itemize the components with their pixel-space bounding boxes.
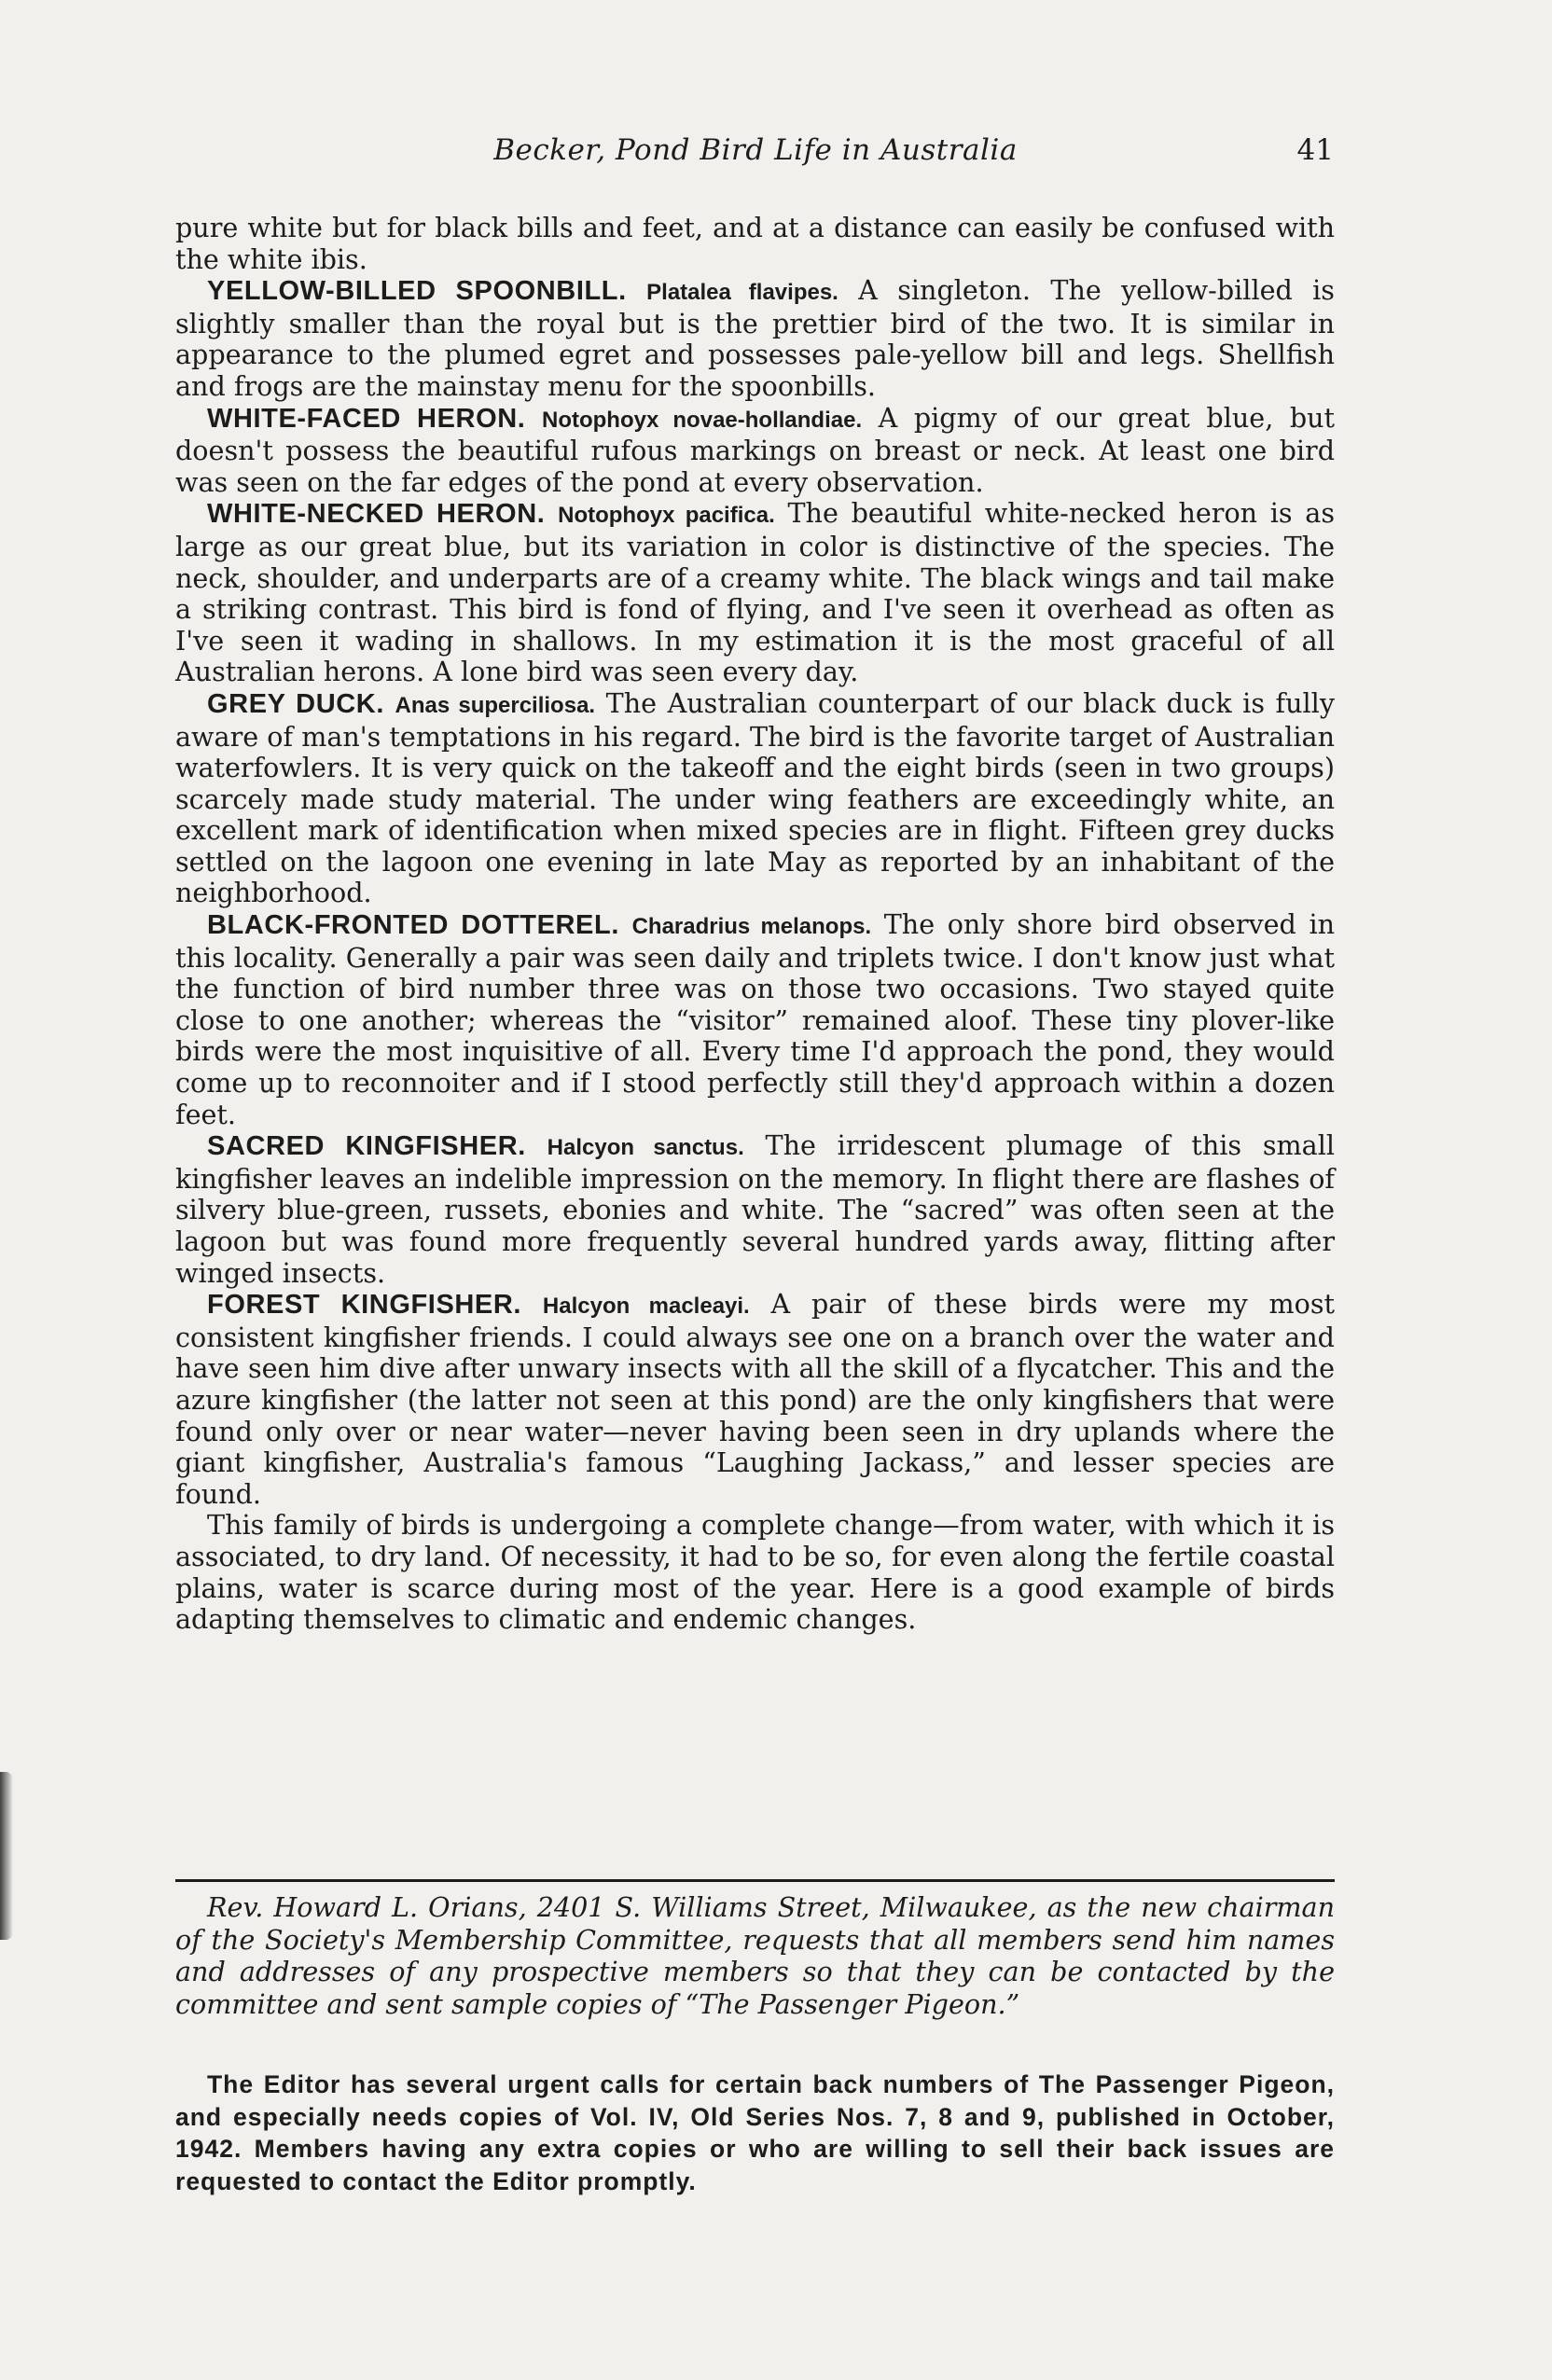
species-name: FOREST KINGFISHER.	[207, 1290, 522, 1321]
closing-paragraph	[175, 1510, 1335, 1635]
page-number: 41	[1296, 133, 1334, 167]
paragraph-text: pure white but for black bills and feet, and at a distance can easily be confused with the white ibis.	[175, 212, 1335, 275]
scientific-name: Platalea flavipes.	[646, 280, 838, 306]
species-entry-black-fronted-dotterel	[175, 909, 1335, 1130]
scientific-name: Anas superciliosa.	[395, 692, 596, 718]
species-description: A pigmy of our great blue, but doesn't possess the beautiful rufous markings on breast or neck. At least one bird was seen on the far edges of the pond at every observation.	[175, 401, 1336, 498]
species-entry-forest-kingfisher	[175, 1289, 1335, 1510]
species-name: YELLOW-BILLED SPOONBILL.	[207, 276, 627, 307]
scientific-name: Halcyon macleayi.	[542, 1294, 750, 1320]
membership-note	[175, 1891, 1335, 2020]
species-description: The Australian counterpart of our black duck is fully aware of man's temptations in his regard. The bird is the favorite target of Australian waterfowlers. It is very quick on the takeoff and the eight birds (seen in two groups) scarcely made study material. The under wing feathers are exceedingly white, an excellent mark of identification when mixed species are in flight. Fifteen grey ducks settled on the lagoon one evening in late May as reported by an inhabitant of the neighborhood.	[175, 686, 1335, 909]
species-entry-white-necked-heron	[175, 498, 1335, 688]
scientific-name: Notophoyx pacifica.	[558, 503, 775, 529]
species-description: The irridescent plumage of this small kingfisher leaves an indelible impression on the memory. In flight there are flashes of silvery blue-green, russets, ebonies and white. The “sacred” was often seen at the lagoon but was found more frequently several hundred yards away, flitting after winged insects.	[175, 1129, 1335, 1289]
membership-note-text: Rev. Howard L. Orians, 2401 S. Williams Street, Milwaukee, as the new chairman of the Society's Membership Committee, requests that all members send him names and addresses of any prospective members so that they can be contacted by the committee and sent sample copies of “The Passenger Pigeon.”	[175, 1891, 1335, 2020]
species-entry-grey-duck	[175, 688, 1335, 909]
species-description: A singleton. The yellow-billed is slightly smaller than the royal but is the prettier bird of the two. It is similar in appearance to the plumed egret and possesses pale-yellow bill and legs. Shellfish and frogs are the mainstay menu for the spoonbills.	[175, 274, 1335, 402]
species-description: A pair of these birds were my most consistent kingfisher friends. I could always see one on a branch over the water and have seen him dive after unwary insects with all the skill of a flycatcher. This and the azure kingfisher (the latter not seen at this pond) are the only kingfishers that were found only over or near water—never having been seen in dry uplands where the giant kingfisher, Australia's famous “Laughing Jackass,” and lesser species are found.	[175, 1288, 1336, 1510]
species-entry-white-faced-heron	[175, 403, 1335, 499]
species-name: BLACK-FRONTED DOTTEREL.	[207, 910, 619, 941]
species-name: GREY DUCK.	[207, 688, 384, 719]
species-name: WHITE-FACED HERON.	[207, 403, 526, 434]
article-body	[175, 213, 1335, 1636]
page-edge-shadow	[0, 1772, 13, 1940]
page-header	[177, 133, 1334, 182]
species-description: The beautiful white-necked heron is as large as our great blue, but its variation in color is distinctive of the species. The neck, shoulder, and underparts are of a creamy white. The black wings and tail make a striking contrast. This bird is fond of flying, and I've seen it overhead as often as I've seen it wading in shallows. In my estimation it is the most graceful of all Australian herons. A lone bird was seen every day.	[175, 497, 1336, 688]
paragraph-continued	[175, 213, 1335, 275]
scientific-name: Charadrius melanops.	[631, 914, 872, 940]
species-entry-sacred-kingfisher	[175, 1130, 1335, 1289]
species-name: SACRED KINGFISHER.	[207, 1131, 526, 1162]
paragraph-text: This family of birds is undergoing a complete change—from water, with which it is associated, to dry land. Of necessity, it had to be so, for even along the fertile coastal plains, water is scarce during most of the year. Here is a good example of birds adapting themselves to climatic and endemic changes.	[175, 1509, 1335, 1636]
species-entry-yellow-billed-spoonbill	[175, 275, 1335, 402]
editor-notice-text: The Editor has several urgent calls for certain back numbers of The Passenger Pigeon, and especially needs copies of Vol. IV, Old Series Nos. 7, 8 and 9, published in October, 1942. Members having any extra copies or who are willing to sell their back issues are requested to contact the Editor promptly.	[175, 2070, 1335, 2195]
scientific-name: Notophoyx novae-hollandiae.	[541, 407, 863, 433]
species-name: WHITE-NECKED HERON.	[207, 499, 546, 530]
section-divider	[175, 1879, 1335, 1882]
running-title: Becker, Pond Bird Life in Australia	[493, 133, 1018, 167]
editor-notice	[175, 2069, 1335, 2197]
scientific-name: Halcyon sanctus.	[547, 1135, 744, 1161]
species-description: The only shore bird observed in this locality. Generally a pair was seen daily and triplets twice. I don't know just what the function of bird number three was on those two occasions. Two stayed quite close to one another; whereas the “visitor” remained aloof. These tiny plover-like birds were the most inquisitive of all. Every time I'd approach the pond, they would come up to reconnoiter and if I stood perfectly still they'd approach within a dozen feet.	[175, 908, 1336, 1130]
